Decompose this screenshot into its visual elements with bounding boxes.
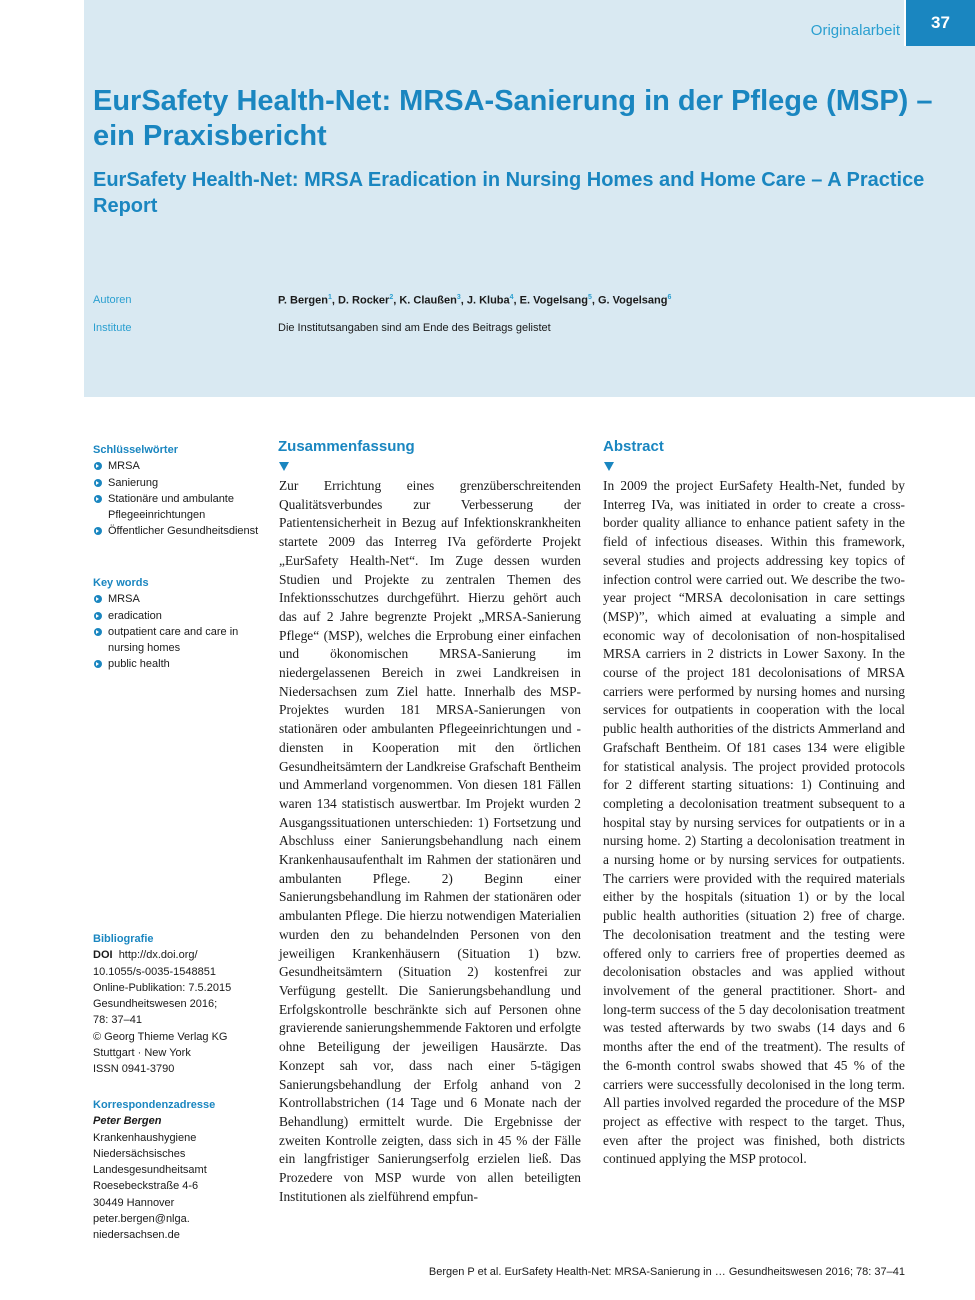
bibliography-line: 78: 37–41 xyxy=(93,1014,142,1027)
author-name: G. Vogelsang xyxy=(597,294,668,307)
author-affiliation: 2 xyxy=(389,294,394,301)
keyword-item: public health xyxy=(93,656,263,672)
abstract-german-text: Zur Errichtung eines grenzüberschreitenden Qualitätsverbundes zur Verbesserung der Patientensicherheit in Bezug auf Infektionskrankheiten startete 2009 das Interreg IVa geförderte Projekt „EurSafety Health-Net“. Im Zuge dessen wurden Studien und Projekte zu zentralen Themen des Infektionsschutzes durchgeführt. Hierzu gehört auch das auf 2 Jahre begrenzte Projekt „MRSA-Sanierung Pflege“ (MSP), welches die Erprobung einer einfachen und ökonomischen MRSA-Sanierung im niedergelassenen Bereich in zwei Landkreisen in Niedersachsen zum Ziel hatte. Innerhalb des MSP-Projektes wurden 181 MRSA-Sanierungen von stationären oder ambulanten Pflegeeinrichtungen und -diensten in Kooperation mit den örtlichen Gesundheitsämtern der Landkreise Grafschaft Bentheim und Ammerland vorgenommen. Von diesen 181 Fällen waren 134 statistisch auswertbar. Im Projekt wurden 2 Ausgangssituationen unterschieden: 1) Fortsetzung und Abschluss einer Sanierungsbehandlung nach einem Krankenhausaufenthalt im Rahmen der stationären und ambulanten Pflege. 2) Beginn einer Sanierungsbehandlung im Rahmen der stationären oder ambulanten Pflege. Die hierzu notwendigen Materialien wurden den zu behandelnden Personen von den jeweiligen Krankenhäusern (Situation 1) bzw. Gesundheitsämtern (Situation 2) kostenfrei zur Verfügung gestellt. Die Sanierungsbehandlung und Erfolgskontrolle beschränkte sich auf Personen ohne gravierende sanierungshemmende Faktoren und erfolgte ohne Beteiligung der jeweiligen Hausärzte. Das Konzept sah vor, dass nach einer 5-tägigen Sanierungsbehandlung der Erfolg anhand von 2 Kontrollabstrichen (14 Tage und 6 Monate nach der Behandlung) ermittelt wurde. Die Ergebnisse der zweiten Kontrolle zeigten, dass sich in 45 % der Fälle ein langfristiger Sanierungserfolg erzielen ließ. Das Prozedere von MSP wurde von allen beteiligten Institutionen als zielführend empfun- xyxy=(279,478,581,1204)
bibliography xyxy=(93,931,263,1078)
author-list: P. Bergen$^1$, D. Rocker$^2$, K. Claußen$^3$, J. Kluba$^4$, E. Vogelsang$^5$, G. Vogelsang$^6$ xyxy=(278,294,672,307)
author-name: P. Bergen xyxy=(278,294,328,307)
triangle-down-icon xyxy=(279,462,289,471)
bibliography-line: © Georg Thieme Verlag KG xyxy=(93,1030,228,1043)
bibliography-line: Gesundheitswesen 2016; xyxy=(93,998,218,1011)
address-line: Niedersächsisches xyxy=(93,1147,186,1160)
keyword-item: Öffentlicher Gesundheitsdienst xyxy=(93,523,263,539)
institute-text: Die Institutsangaben sind am Ende des Beitrags gelistet xyxy=(278,322,551,334)
keywords-english xyxy=(93,575,263,673)
keywords-german-heading: Schlüsselwörter xyxy=(93,444,178,456)
author-affiliation: 3 xyxy=(456,294,461,301)
author-affiliation: 4 xyxy=(509,294,514,301)
email-link[interactable]: niedersachsen.de xyxy=(93,1229,180,1242)
bibliography-line: Stuttgart · New York xyxy=(93,1047,191,1060)
title-german: EurSafety Health-Net: MRSA-Sanierung in der Pflege (MSP) – ein Praxisbericht xyxy=(93,85,933,152)
section-label: Originalarbeit xyxy=(810,22,900,39)
keyword-item: MRSA xyxy=(93,458,263,474)
address-line: Roesebeckstraße 4-6 xyxy=(93,1180,199,1193)
correspondence-heading: Korrespondenzadresse xyxy=(93,1099,216,1111)
author-name: K. Claußen xyxy=(399,294,457,307)
keyword-item: Sanierung xyxy=(93,475,263,491)
abstract-english-text: In 2009 the project EurSafety Health-Net, funded by Interreg IVa, was initiated in order to create a cross-border quality alliance to enhance patient safety in the field of infectious diseases. Within this framework, several studies and projects addressing key topics of infection control were carried out. We describe the two-year project “MRSA decolonisation in care settings (MSP)”, which aimed at evaluating a simple and economic way of decolonisation of non-hospitalised MRSA carriers in 2 districts in Lower Saxony. In the course of the project 181 decolonisations of MRSA carriers were performed by nursing homes and nursing services for outpatients in cooperation with the local public health authorities of the districts Ammerland and Grafschaft Bentheim. Of 181 cases 134 were eligible for statistical analysis. The project provided protocols for 2 different starting situations: 1) Continuing and completing a decolonisation treatment subsequent to a hospital stay by nursing services for outpatients or in a nursing home. 2) Starting a decolonisation treatment in a nursing home or by nursing services for outpatients. The carriers were provided with the required materials either by the hospitals (situation 1) or by the local public health authorities (situation 2) free of charge. The decolonisation treatment and the testing were offered only to carriers free of properties deemed as decolonisation obstacles and was applied without involvement of the general practitioner. Short- and long-term success of the 5 day decolonisation treatment was tested afterwards by two swabs (14 days and 6 months after the end of the treatment). The results of the 6-month control swabs showed that 45 % of the carriers were successfully decolonised in the long term. All parties involved regarded the procedure of the MSP project as effective with respect to the target. Thus, even after the project was finished, both districts continued applying the MSP protocol. xyxy=(603,478,905,1167)
bibliography-line: ISSN 0941-3790 xyxy=(93,1063,175,1076)
keywords-english-heading: Key words xyxy=(93,577,149,589)
doi-link[interactable]: http://dx.doi.org/ xyxy=(118,949,198,962)
email-link[interactable]: peter.bergen@nlga. xyxy=(93,1213,190,1226)
keyword-item: MRSA xyxy=(93,591,263,607)
keyword-item: Stationäre und ambulante Pflegeeinrichtungen xyxy=(93,491,263,524)
keyword-item: outpatient care and care in nursing homes xyxy=(93,624,263,657)
page-footer: Bergen P et al. EurSafety Health-Net: MRSA-Sanierung in … Gesundheitswesen 2016; 78: 37–41 xyxy=(428,1266,905,1278)
doi-label: DOI xyxy=(93,949,113,962)
author-name: E. Vogelsang xyxy=(519,294,588,307)
abstract-english-heading: Abstract xyxy=(603,438,664,455)
triangle-down-icon xyxy=(604,462,614,471)
keywords-german xyxy=(93,442,263,540)
address-line: Krankenhaushygiene xyxy=(93,1131,197,1144)
bibliography-line: Online-Publikation: 7.5.2015 xyxy=(93,981,232,994)
keyword-list xyxy=(93,591,263,672)
bibliography-line: 10.1055/s-0035-1548851 xyxy=(93,965,216,978)
address-line: 30449 Hannover xyxy=(93,1196,175,1209)
authors-label: Autoren xyxy=(93,294,132,306)
author-affiliation: 1 xyxy=(327,294,332,301)
keyword-item: eradication xyxy=(93,608,263,624)
institute-label: Institute xyxy=(93,322,132,334)
author-name: D. Rocker xyxy=(337,294,390,307)
author-affiliation: 5 xyxy=(587,294,592,301)
address-line: Landesgesundheitsamt xyxy=(93,1164,207,1177)
keyword-list xyxy=(93,458,263,539)
page-number: 37 xyxy=(906,0,975,46)
title-english: EurSafety Health-Net: MRSA Eradication in Nursing Homes and Home Care – A Practice Report xyxy=(93,169,925,217)
correspondence-name: Peter Bergen xyxy=(93,1115,162,1128)
bibliography-heading: Bibliografie xyxy=(93,933,154,945)
abstract-german-heading: Zusammenfassung xyxy=(278,438,415,455)
author-affiliation: 6 xyxy=(667,294,672,301)
correspondence xyxy=(93,1097,263,1244)
author-name: J. Kluba xyxy=(466,294,510,307)
